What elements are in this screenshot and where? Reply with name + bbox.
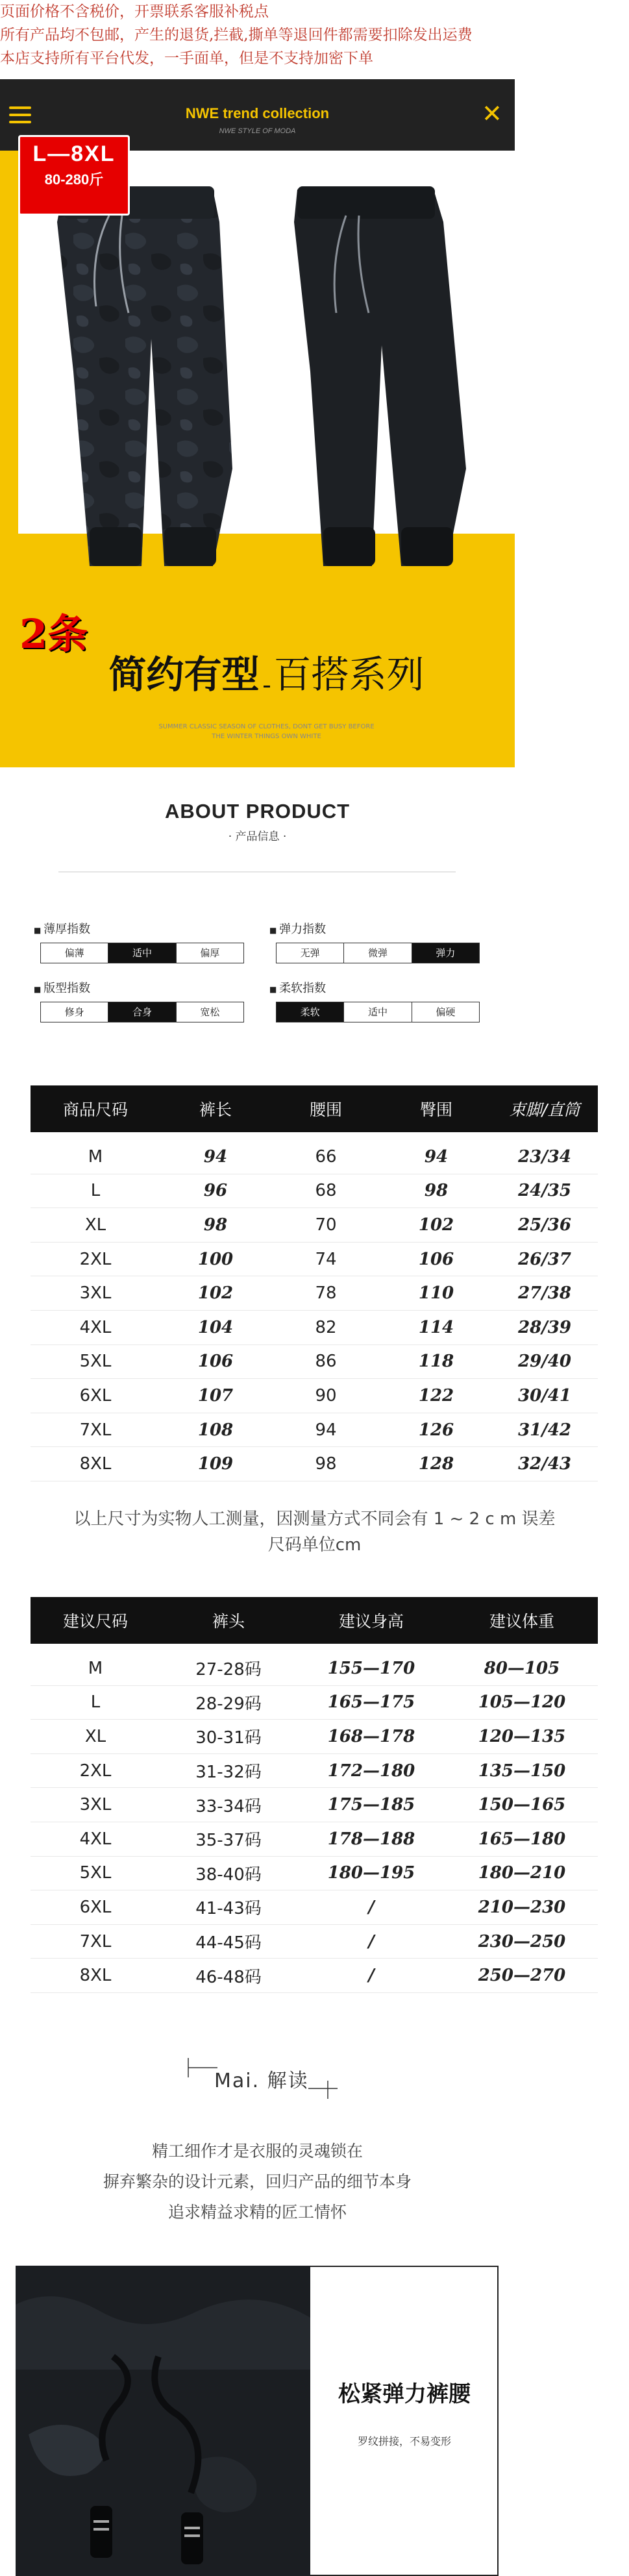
- table-cell: 105—120: [478, 1692, 566, 1713]
- table-row: [31, 1140, 598, 1174]
- table-cell: 107: [197, 1385, 234, 1406]
- table-cell: 94: [315, 1420, 337, 1440]
- size-table: [31, 1085, 598, 1481]
- table-cell: 44-45码: [195, 1933, 262, 1953]
- table-cell: 126: [418, 1420, 454, 1440]
- table-row: [31, 1720, 598, 1754]
- table-cell: 120—135: [478, 1726, 566, 1746]
- slogan-rest: 百搭系列: [273, 652, 425, 697]
- table-cell: 78: [315, 1283, 337, 1304]
- table-cell: 27-28码: [195, 1660, 262, 1680]
- table-row: [31, 1379, 598, 1413]
- table-cell: 29/40: [518, 1352, 571, 1372]
- index-fit: [34, 979, 90, 996]
- table-cell: 70: [315, 1215, 337, 1235]
- table-row: [31, 1890, 598, 1925]
- table-cell: 32/43: [518, 1454, 571, 1474]
- table-row: [31, 1857, 598, 1891]
- table-cell: 98: [203, 1215, 228, 1235]
- table-cell: 165—175: [327, 1692, 415, 1713]
- table-cell: L: [90, 1692, 101, 1713]
- index-option: 无弹: [277, 943, 344, 963]
- table-cell: 98: [315, 1454, 337, 1474]
- pants-image: [18, 177, 515, 599]
- about-title: ABOUT PRODUCT: [164, 800, 351, 823]
- table-cell: 31-32码: [195, 1763, 262, 1783]
- measure-note: [0, 1506, 629, 1558]
- hero-banner: [0, 79, 515, 767]
- table-cell: 114: [418, 1317, 454, 1337]
- table-cell: 68: [315, 1181, 337, 1201]
- craft-line: 精工细作才是衣服的灵魂锁在: [151, 2142, 363, 2161]
- index-title: ■ 版型指数: [34, 979, 90, 996]
- index-title: ■ 弹力指数: [269, 920, 326, 937]
- index-option: 修身: [41, 1002, 108, 1022]
- table-cell: 35-37码: [195, 1831, 262, 1851]
- table-cell: 250—270: [478, 1966, 566, 1986]
- brand-subtitle: NWE STYLE OF MODA: [219, 127, 296, 135]
- table-row: [31, 1311, 598, 1345]
- header-cell: 商品尺码: [62, 1100, 128, 1119]
- table-cell: 25/36: [518, 1215, 571, 1235]
- index-thickness: [34, 920, 90, 937]
- table-cell: 110: [418, 1283, 454, 1304]
- table-row: [31, 1413, 598, 1448]
- table-body: [31, 1644, 598, 1993]
- index-option-selected: 柔软: [277, 1002, 344, 1022]
- table-row: [31, 1754, 598, 1789]
- table-cell: 178—188: [327, 1829, 415, 1849]
- index-options: [276, 1002, 480, 1022]
- table-cell: 6XL: [79, 1897, 112, 1917]
- slogan-bold: 简约有型: [108, 652, 260, 697]
- table-cell: 38-40码: [195, 1864, 262, 1885]
- table-row: [31, 1822, 598, 1857]
- table-row: [31, 1208, 598, 1243]
- table-cell: /: [368, 1966, 375, 1986]
- index-softness: [269, 979, 326, 996]
- table-cell: /: [368, 1931, 375, 1951]
- table-cell: 94: [203, 1146, 228, 1167]
- notice-line: 本店支持所有平台代发，一手面单，但是不支持加密下单: [0, 50, 373, 67]
- table-cell: 165—180: [478, 1829, 566, 1849]
- header-cell: 建议体重: [489, 1612, 554, 1631]
- index-title: ■ 薄厚指数: [34, 920, 90, 937]
- craft-line: 摒弃繁杂的设计元素，回归产品的细节本身: [103, 2172, 412, 2191]
- table-row: [31, 1243, 598, 1277]
- table-cell: XL: [84, 1726, 106, 1746]
- index-elasticity: [269, 920, 326, 937]
- table-cell: 155—170: [327, 1658, 415, 1678]
- hero-subtext-line: SUMMER CLASSIC SEASON OF CLOTHES, DONT GET BUSY BEFORE: [158, 723, 375, 730]
- index-options: [40, 943, 244, 963]
- table-row: [31, 1925, 598, 1959]
- index-option: 偏薄: [41, 943, 108, 963]
- table-cell: 128: [418, 1454, 454, 1474]
- index-option: 适中: [344, 1002, 412, 1022]
- index-option: 偏厚: [177, 943, 243, 963]
- table-cell: 82: [315, 1317, 337, 1337]
- index-option-selected: 合身: [108, 1002, 176, 1022]
- table-cell: 28/39: [518, 1317, 571, 1337]
- table-cell: 108: [197, 1420, 234, 1440]
- quantity-tag: 2条: [19, 610, 88, 658]
- index-options: [40, 1002, 244, 1022]
- table-cell: 8XL: [79, 1966, 112, 1986]
- hero-slogan: [18, 644, 515, 699]
- table-cell: XL: [84, 1215, 106, 1235]
- waistband-image: [16, 2266, 310, 2576]
- table-cell: 5XL: [79, 1352, 112, 1372]
- table-cell: 104: [197, 1317, 234, 1337]
- table-cell: 86: [315, 1352, 337, 1372]
- table-cell: 5XL: [79, 1863, 112, 1883]
- table-cell: 2XL: [79, 1249, 112, 1269]
- measure-note-line: 尺码单位cm: [267, 1535, 362, 1555]
- table-cell: 46-48码: [195, 1967, 262, 1987]
- table-row: [31, 1788, 598, 1822]
- table-cell: 90: [315, 1385, 337, 1406]
- table-cell: 8XL: [79, 1454, 112, 1474]
- table-cell: 33-34码: [195, 1796, 262, 1816]
- index-option: 微弹: [344, 943, 412, 963]
- table-cell: 7XL: [79, 1931, 112, 1951]
- table-cell: 230—250: [478, 1931, 566, 1951]
- detail-title: 松紧弹力裤腰: [338, 2381, 471, 2407]
- table-cell: 122: [418, 1385, 454, 1406]
- table-cell: M: [88, 1658, 103, 1678]
- table-cell: 135—150: [478, 1761, 566, 1781]
- table-header: [31, 1085, 598, 1132]
- table-row: [31, 1447, 598, 1481]
- table-cell: 150—165: [478, 1795, 566, 1815]
- table-cell: 106: [418, 1249, 454, 1269]
- weight-range: 80-280斤: [44, 171, 104, 188]
- index-options: [276, 943, 480, 963]
- table-row: [31, 1686, 598, 1720]
- craft-line: 追求精益求精的匠工情怀: [167, 2203, 347, 2222]
- table-cell: 3XL: [79, 1283, 112, 1304]
- brand-title: NWE trend collection: [185, 105, 330, 121]
- table-cell: 74: [315, 1249, 337, 1269]
- table-cell: 66: [315, 1146, 337, 1167]
- index-title: ■ 柔软指数: [269, 979, 326, 996]
- table-cell: /: [368, 1897, 375, 1917]
- table-row: [31, 1959, 598, 1993]
- size-range: L—8XL: [32, 142, 116, 166]
- table-cell: 30-31码: [195, 1728, 262, 1748]
- hero-subtext: [18, 722, 515, 741]
- table-cell: 26/37: [518, 1249, 571, 1269]
- table-cell: 30/41: [518, 1385, 571, 1406]
- hero-subtext-line: THE WINTER THINGS OWN WHITE: [212, 733, 321, 740]
- index-option-selected: 适中: [108, 943, 176, 963]
- table-cell: 41-43码: [195, 1899, 262, 1919]
- about-subtitle: · 产品信息 ·: [228, 830, 287, 843]
- measure-note-line: 以上尺寸为实物人工测量，因测量方式不同会有 1 ~ 2 c m 误差: [73, 1509, 556, 1529]
- index-option-selected: 弹力: [412, 943, 479, 963]
- divider: [58, 871, 456, 873]
- table-cell: 106: [197, 1352, 234, 1372]
- detail-frame: [310, 2266, 499, 2576]
- table-cell: 27/38: [518, 1283, 571, 1304]
- table-cell: 118: [418, 1352, 454, 1372]
- header-cell: 建议身高: [338, 1612, 404, 1631]
- table-body: [31, 1132, 598, 1481]
- table-cell: 6XL: [79, 1385, 112, 1406]
- table-cell: 96: [203, 1181, 228, 1201]
- header-cell: 臀围: [419, 1100, 452, 1119]
- table-cell: 4XL: [79, 1829, 112, 1849]
- table-cell: M: [88, 1146, 103, 1167]
- index-option: 宽松: [177, 1002, 243, 1022]
- table-row: [31, 1345, 598, 1380]
- mai-title: Mai. 解读: [214, 2070, 309, 2092]
- header-cell: 裤头: [212, 1612, 245, 1631]
- table-cell: 210—230: [478, 1897, 566, 1917]
- suggest-table: [31, 1597, 598, 1993]
- header-cell: 建议尺码: [62, 1612, 128, 1631]
- table-cell: 31/42: [518, 1420, 571, 1440]
- table-row: [31, 1174, 598, 1209]
- notice-line: 页面价格不含税价，开票联系客服补税点: [0, 3, 269, 20]
- index-option: 偏硬: [412, 1002, 479, 1022]
- table-cell: 24/35: [518, 1181, 571, 1201]
- size-range-tag: [18, 135, 130, 216]
- craft-text: [0, 2136, 515, 2227]
- table-cell: 80—105: [484, 1658, 560, 1678]
- table-cell: 102: [197, 1283, 234, 1304]
- header-cell: 腰围: [309, 1100, 342, 1119]
- detail-subtitle: 罗纹拼接，不易变形: [357, 2435, 451, 2447]
- table-cell: 175—185: [327, 1795, 415, 1815]
- table-cell: 180—210: [478, 1863, 566, 1883]
- header-cell: 裤长: [199, 1100, 232, 1119]
- table-cell: 168—178: [327, 1726, 415, 1746]
- close-icon[interactable]: ✕: [482, 99, 502, 128]
- shop-notice: [0, 0, 629, 70]
- table-cell: 94: [424, 1146, 449, 1167]
- table-cell: 4XL: [79, 1317, 112, 1337]
- table-cell: 7XL: [79, 1420, 112, 1440]
- table-row: [31, 1652, 598, 1686]
- header-cell: 束脚/直筒: [509, 1100, 580, 1119]
- table-cell: L: [90, 1181, 101, 1201]
- notice-line: 所有产品均不包邮，产生的退货,拦截,撕单等退回件都需要扣除发出运费: [0, 27, 473, 43]
- table-cell: 23/34: [518, 1146, 571, 1167]
- table-header: [31, 1597, 598, 1644]
- table-cell: 109: [197, 1454, 234, 1474]
- table-cell: 2XL: [79, 1761, 112, 1781]
- table-cell: 102: [418, 1215, 454, 1235]
- table-cell: 172—180: [327, 1761, 415, 1781]
- table-cell: 180—195: [327, 1863, 415, 1883]
- table-row: [31, 1276, 598, 1311]
- table-cell: 28-29码: [195, 1694, 262, 1714]
- table-cell: 98: [424, 1181, 449, 1201]
- table-cell: 3XL: [79, 1795, 112, 1815]
- table-cell: 100: [197, 1249, 234, 1269]
